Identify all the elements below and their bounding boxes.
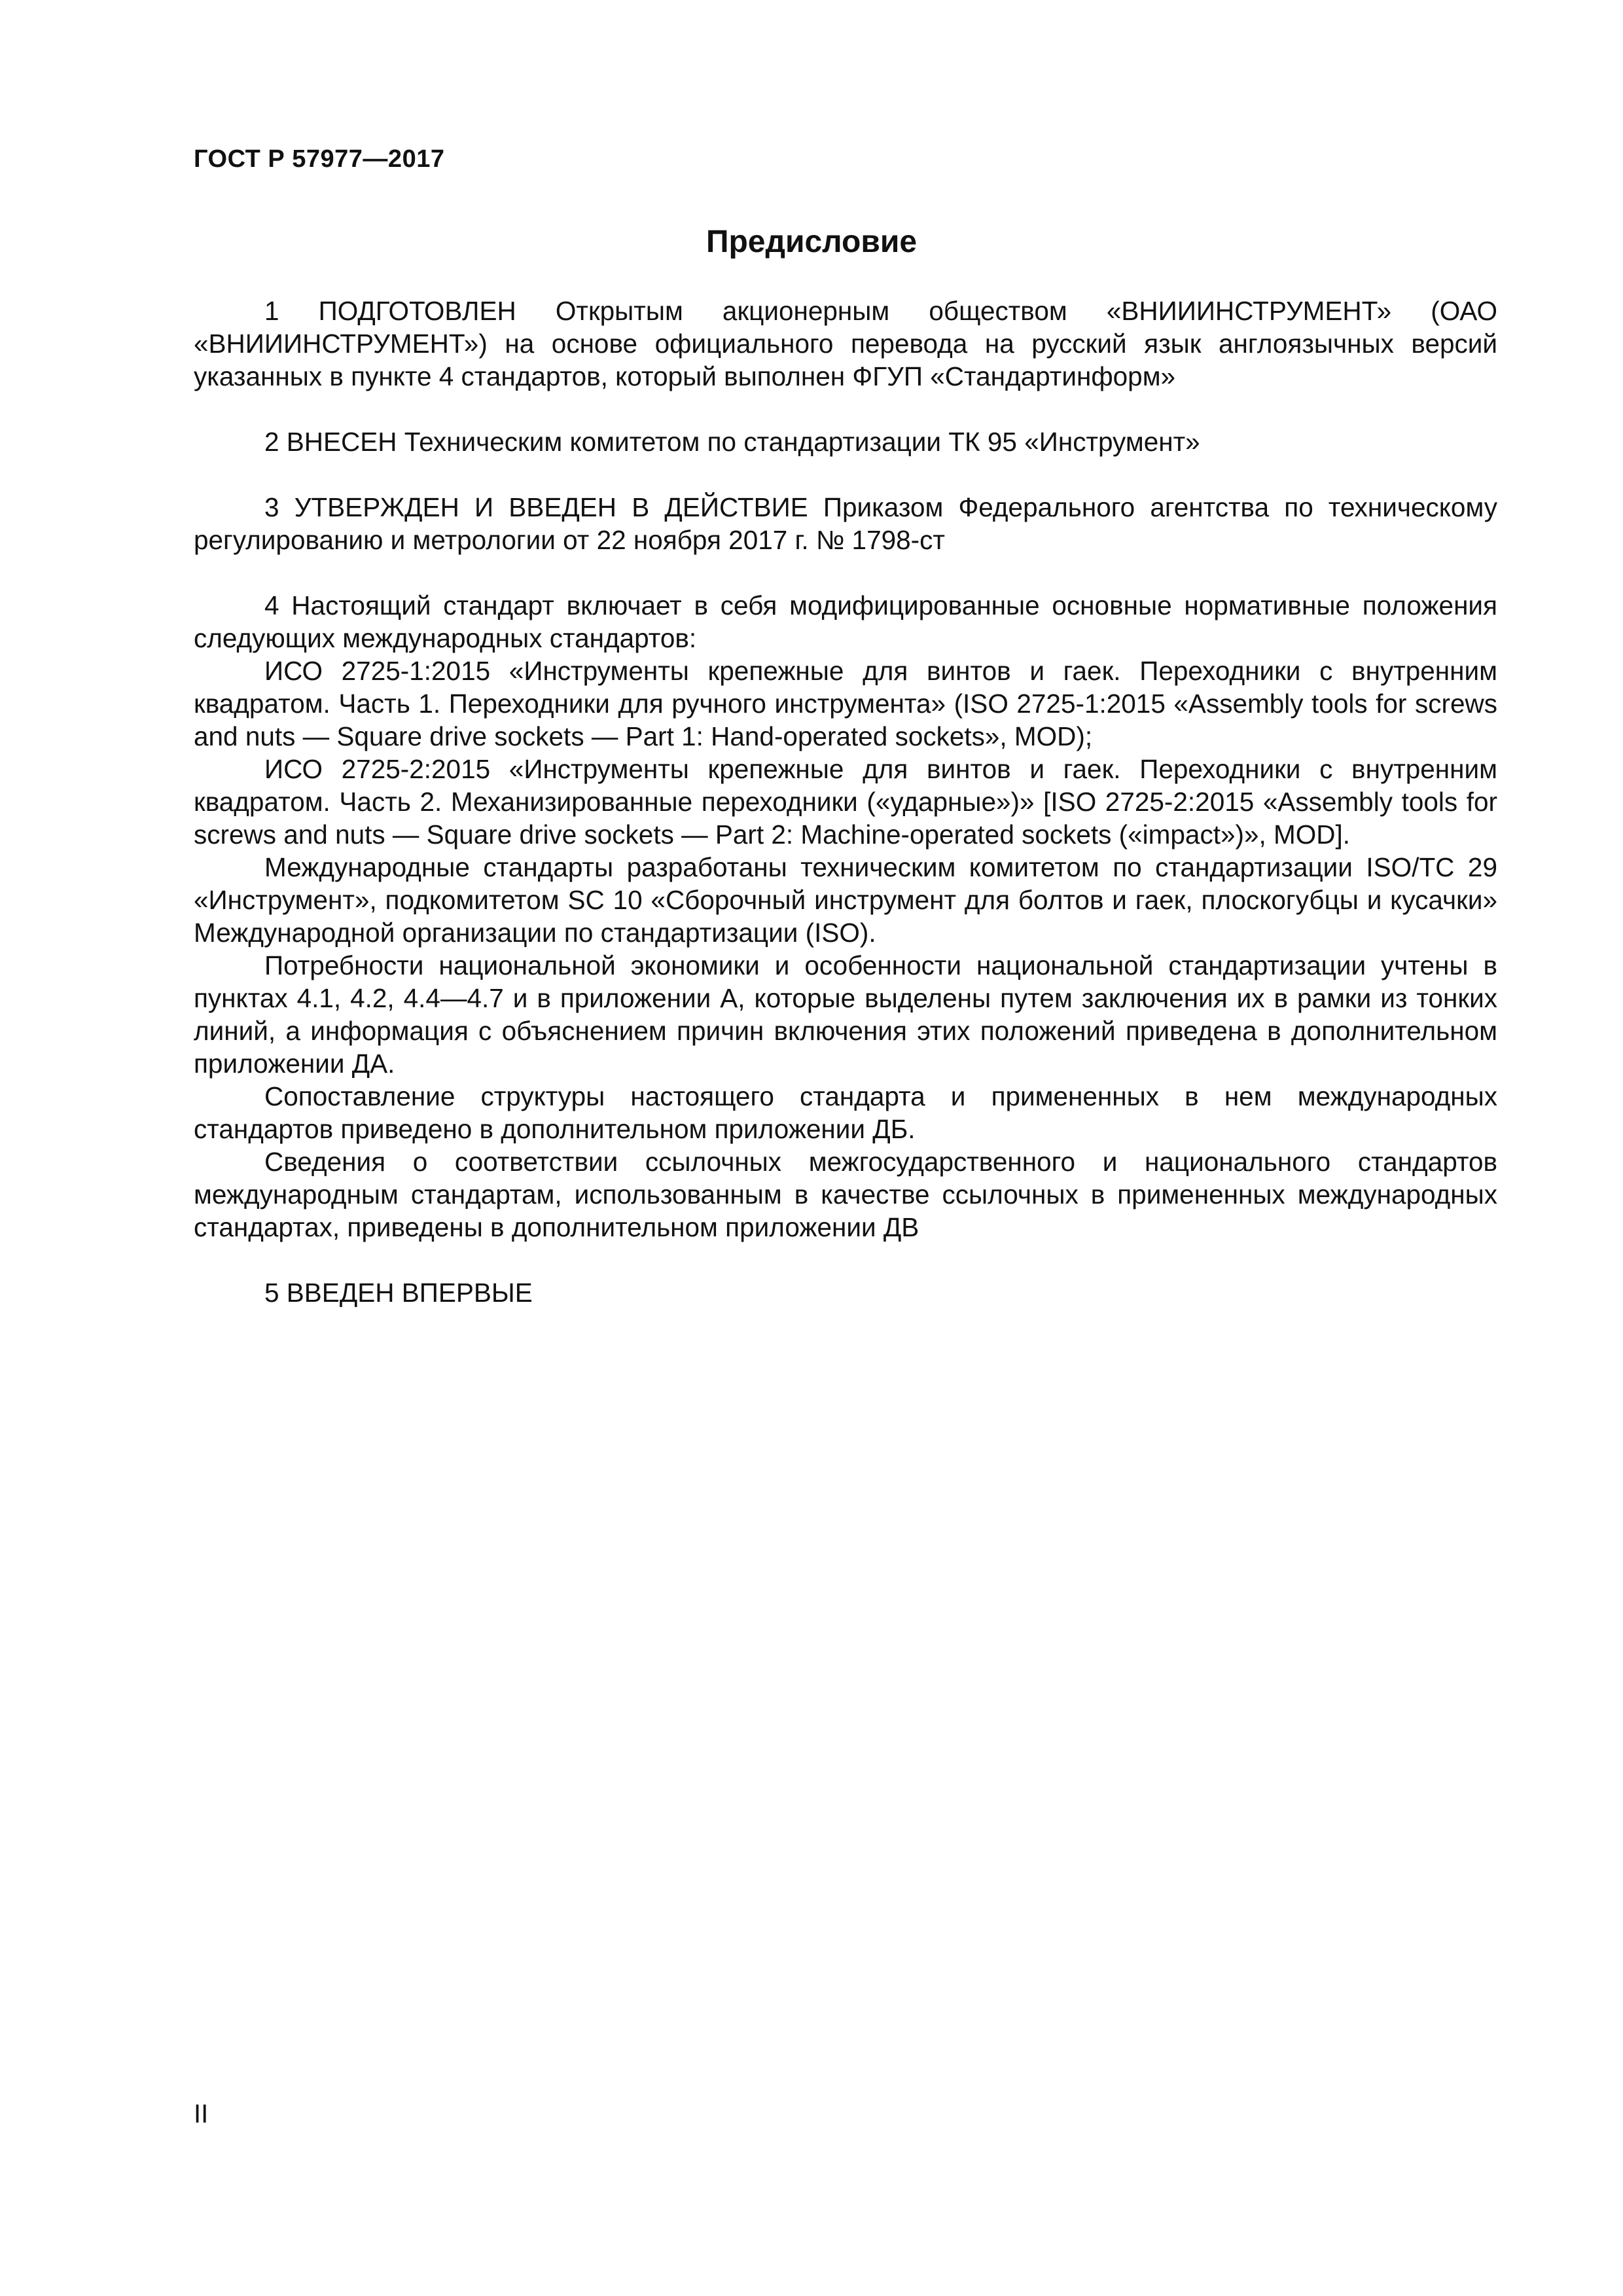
page-number: II	[194, 2100, 209, 2128]
standard-code: ГОСТ Р 57977—2017	[194, 145, 445, 173]
paragraph-4-structure: Сопоставление структуры настоящего стандарта и примененных в нем международных стандартов приведено в дополнительном приложении ДБ.	[194, 1081, 1497, 1144]
paragraph-4-national-needs: Потребности национальной экономики и особенности национальной стандартизации учтены в пунктах 4.1, 4.2, 4.4—4.7 и в приложении А, которые выделены путем заключения их в рамки из тонких линий, а информация с объяснением причин включения этих положений приведена в дополнительном приложении ДА.	[194, 950, 1497, 1079]
paragraph-4-references: Сведения о соответствии ссылочных межгосударственного и национального стандартов международным стандартам, использованным в качестве ссылочных в примененных международных стандартах, приведены в дополнительном приложении ДВ	[194, 1147, 1497, 1242]
paragraph-2: 2 ВНЕСЕН Техническим комитетом по стандартизации ТК 95 «Инструмент»	[264, 427, 1200, 457]
paragraph-4-iso-2725-2: ИСО 2725-2:2015 «Инструменты крепежные для винтов и гаек. Переходники с внутренним квадратом. Часть 2. Механизированные переходники («ударные»)» [ISO 2725-2:2015 «Assembly tools for screws and nuts — Square drive sockets — Part 2: Machine-operated sockets («impact»)», MOD].	[194, 754, 1497, 850]
paragraph-4: 4 Настоящий стандарт включает в себя модифицированные основные нормативные положения следующих международных стандартов:	[194, 590, 1497, 653]
paragraph-5: 5 ВВЕДЕН ВПЕРВЫЕ	[264, 1278, 533, 1308]
preface-body	[194, 295, 1497, 1309]
page-title: Предисловие	[705, 224, 918, 259]
paragraph-1: 1 ПОДГОТОВЛЕН Открытым акционерным обществом «ВНИИИНСТРУМЕНТ» (ОАО «ВНИИИНСТРУМЕНТ») на основе официального перевода на русский язык англоязычных версий указанных в пункте 4 стандартов, который выполнен ФГУП «Стандартинформ»	[194, 296, 1497, 391]
paragraph-3: 3 УТВЕРЖДЕН И ВВЕДЕН В ДЕЙСТВИЕ Приказом Федерального агентства по техническому регулированию и метрологии от 22 ноября 2017 г. № 1798-ст	[194, 492, 1497, 555]
paragraph-4-developers: Международные стандарты разработаны техническим комитетом по стандартизации ISO/TC 29 «Инструмент», подкомитетом SC 10 «Сборочный инструмент для болтов и гаек, плоскогубцы и кусачки» Международной организации по стандартизации (ISO).	[194, 852, 1497, 948]
paragraph-4-iso-2725-1: ИСО 2725-1:2015 «Инструменты крепежные для винтов и гаек. Переходники с внутренним квадратом. Часть 1. Переходники для ручного инструмента» (ISO 2725-1:2015 «Assembly tools for screws and nuts — Square drive sockets — Part 1: Hand-operated sockets», MOD);	[194, 656, 1497, 751]
